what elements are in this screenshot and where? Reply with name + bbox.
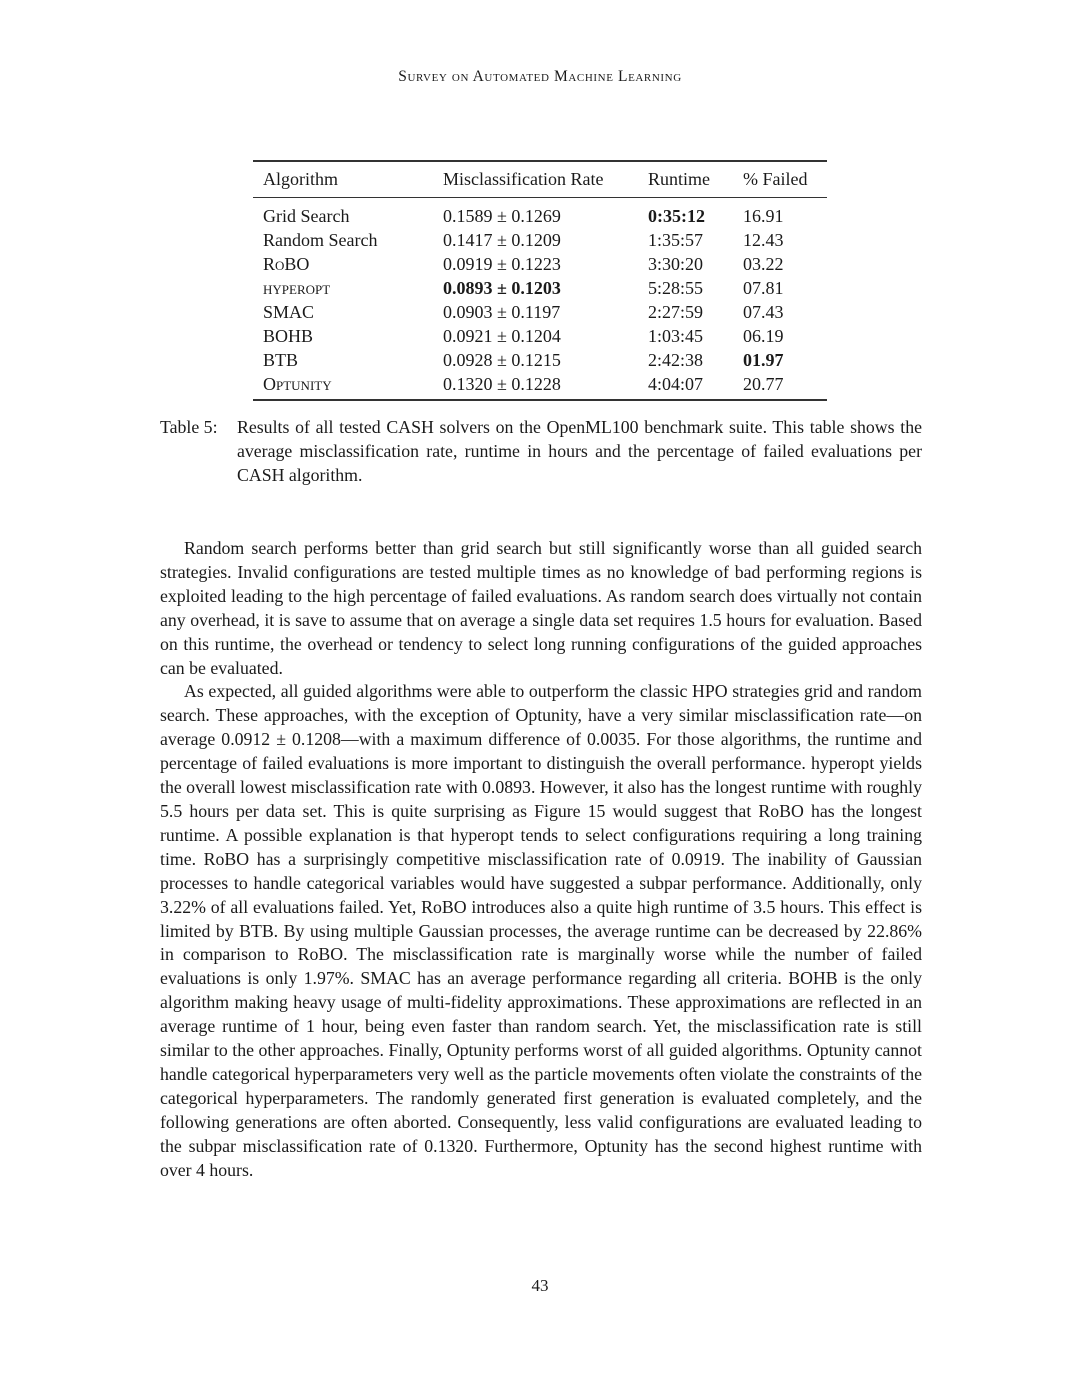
body-text	[160, 537, 922, 1182]
cell-runtime: 1:03:45	[648, 325, 704, 346]
cell-failed: 01.97	[743, 349, 784, 370]
cell-misclassification: 0.0919 ± 0.1223	[443, 253, 561, 274]
column-header-algorithm: Algorithm	[263, 169, 338, 189]
cell-misclassification: 0.0928 ± 0.1215	[443, 349, 561, 370]
column-header-failed: % Failed	[743, 169, 808, 189]
table-row	[253, 324, 827, 348]
cell-failed: 20.77	[743, 373, 784, 394]
cell-runtime: 1:35:57	[648, 229, 704, 250]
cell-misclassification: 0.1417 ± 0.1209	[443, 229, 561, 250]
cell-misclassification: 0.0903 ± 0.1197	[443, 301, 561, 322]
results-table	[253, 160, 827, 401]
column-header-misclassification: Misclassification Rate	[443, 169, 604, 189]
cell-algorithm: Random Search	[263, 229, 378, 250]
cell-failed: 12.43	[743, 229, 784, 250]
table-row	[253, 252, 827, 276]
cell-algorithm: BOHB	[263, 325, 314, 346]
table-row	[253, 372, 827, 400]
cell-failed: 06.19	[743, 325, 784, 346]
cell-misclassification: 0.0893 ± 0.1203	[443, 277, 561, 298]
table-caption	[160, 415, 922, 487]
cell-failed: 07.43	[743, 301, 784, 322]
cell-failed: 03.22	[743, 253, 784, 274]
results-table-container	[253, 160, 827, 401]
cell-runtime: 0:35:12	[648, 205, 705, 226]
paragraph: Random search performs better than grid search but still significantly worse than all guided search strategies. Invalid configurations are tested multiple times as no knowledge of bad performing regions is exploited leading to the high percentage of failed evaluations. As random search does virtually not contain any overhead, it is save to assume that on average a single data set requires 1.5 hours for evaluation. Based on this runtime, the overhead or tendency to select long running configurations of the guided approaches can be evaluated.	[160, 538, 922, 678]
page-number: 43	[531, 1276, 549, 1295]
cell-algorithm: Optunity	[263, 373, 332, 394]
cell-misclassification: 0.1589 ± 0.1269	[443, 205, 561, 226]
cell-algorithm: SMAC	[263, 301, 315, 322]
table-row	[253, 348, 827, 372]
cell-algorithm: RoBO	[263, 253, 310, 274]
column-header-runtime: Runtime	[648, 169, 710, 189]
caption-text: Results of all tested CASH solvers on the OpenML100 benchmark suite. This table shows the average misclassification rate, runtime in hours and the percentage of failed evaluations per CASH algorithm.	[237, 417, 922, 485]
table-row	[253, 300, 827, 324]
cell-failed: 07.81	[743, 277, 784, 298]
running-head: Survey on Automated Machine Learning	[398, 68, 682, 85]
table-row	[253, 228, 827, 252]
table-row	[253, 276, 827, 300]
cell-algorithm: Grid Search	[263, 205, 350, 226]
cell-runtime: 2:42:38	[648, 349, 704, 370]
table-row	[253, 198, 827, 229]
cell-algorithm: hyperopt	[263, 277, 331, 298]
cell-misclassification: 0.0921 ± 0.1204	[443, 325, 561, 346]
cell-algorithm: BTB	[263, 349, 299, 370]
table-header-row	[253, 161, 827, 198]
cell-runtime: 2:27:59	[648, 301, 704, 322]
paragraph: As expected, all guided algorithms were able to outperform the classic HPO strategies grid and random search. These approaches, with the exception of Optunity, have a very similar misclassification rate—on average 0.0912 ± 0.1208—with a maximum difference of 0.0035. For those algorithms, the runtime and percentage of failed evaluations is more important to distinguish the overall performance. hyperopt yields the overall lowest misclassification rate with 0.0893. However, it also has the longest runtime with roughly 5.5 hours per data set. This is quite surprising as Figure 15 would suggest that RoBO has the longest runtime. A possible explanation is that hyperopt tends to select configurations requiring a long training time. RoBO has a surprisingly competitive misclassification rate of 0.0919. The inability of Gaussian processes to handle categorical variables would have suggested a subpar performance. Additionally, only 3.22% of all evaluations failed. Yet, RoBO introduces also a quite high runtime of 3.5 hours. This effect is limited by BTB. By using multiple Gaussian processes, the average runtime can be decreased by 22.86% in comparison to RoBO. The misclassification rate is marginally worse while the number of failed evaluations is only 1.97%. SMAC has an average performance regarding all criteria. BOHB is the only algorithm making heavy usage of multi-fidelity approximations. These approximations are reflected in an average runtime of 1 hour, being even faster than random search. Yet, the misclassification rate is still similar to the other approaches. Finally, Optunity performs worst of all guided algorithms. Optunity cannot handle categorical hyperparameters very well as the particle movements often violate the constraints of the categorical hyperparameters. The randomly generated first generation is evaluated completely, and the following generations are often aborted. Consequently, less valid configurations are evaluated leading to the subpar misclassification rate of 0.1320. Furthermore, Optunity has the second highest runtime with over 4 hours.	[160, 681, 922, 1180]
cell-runtime: 4:04:07	[648, 373, 704, 394]
caption-label: Table 5:	[160, 417, 218, 437]
cell-runtime: 5:28:55	[648, 277, 704, 298]
cell-runtime: 3:30:20	[648, 253, 704, 274]
cell-misclassification: 0.1320 ± 0.1228	[443, 373, 561, 394]
cell-failed: 16.91	[743, 205, 784, 226]
